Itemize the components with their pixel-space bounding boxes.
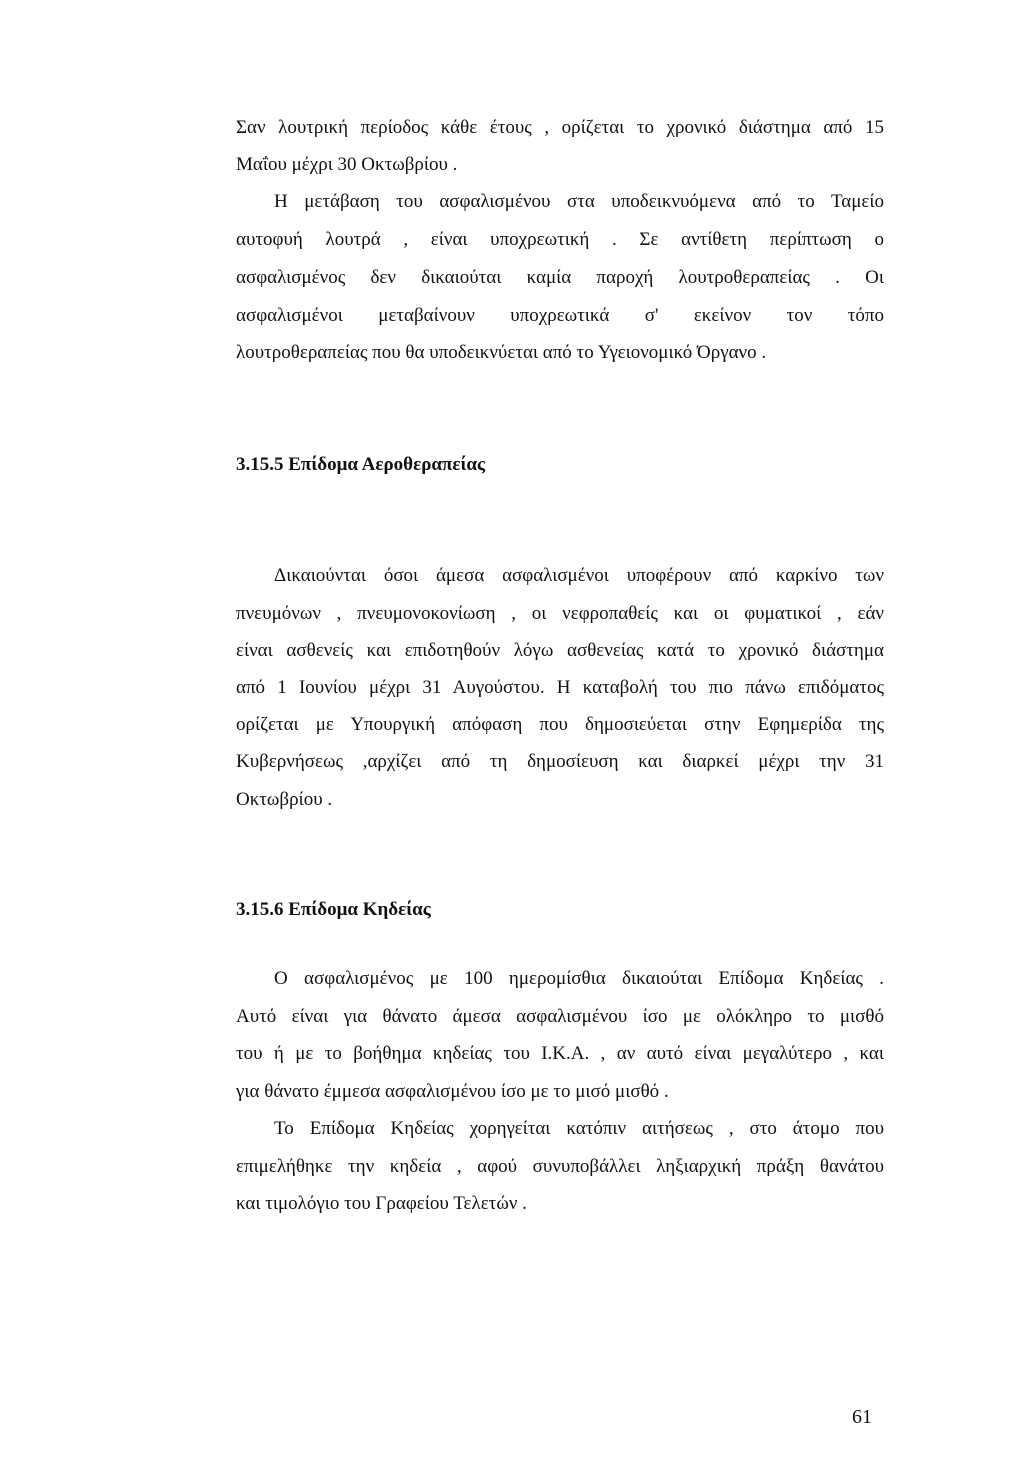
text-line: πνευμόνων , πνευμονοκονίωση , οι νεφροπαθείς και οι φυματικοί , εάν xyxy=(236,603,884,624)
text-line: Μαΐου μέχρι 30 Οκτωβρίου . xyxy=(236,154,458,175)
text-line: για θάνατο έμμεσα ασφαλισμένου ίσο με το μισό μισθό . xyxy=(236,1081,669,1102)
text-line: Κυβερνήσεως ,αρχίζει από τη δημοσίευση και διαρκεί μέχρι την 31 xyxy=(236,751,884,772)
text-line: αυτοφυή λουτρά , είναι υποχρεωτική . Σε αντίθετη περίπτωση ο xyxy=(236,229,884,250)
text-line: του ή με το βοήθημα κηδείας του Ι.Κ.Α. , αν αυτό είναι μεγαλύτερο , και xyxy=(236,1043,884,1064)
text-line: ασφαλισμένος δεν δικαιούται καμία παροχή λουτροθεραπείας . Οι xyxy=(236,267,884,288)
text-line: Αυτό είναι για θάνατο άμεσα ασφαλισμένου ίσο με ολόκληρο το μισθό xyxy=(236,1006,884,1027)
text-line: και τιμολόγιο του Γραφείου Τελετών . xyxy=(236,1193,527,1214)
text-line: ασφαλισμένοι μεταβαίνουν υποχρεωτικά σ' εκείνον τον τόπο xyxy=(236,305,884,326)
text-line: είναι ασθενείς και επιδοτηθούν λόγω ασθενείας κατά το χρονικό διάστημα xyxy=(236,640,884,661)
text-line: από 1 Ιουνίου μέχρι 31 Αυγούστου. Η καταβολή του πιο πάνω επιδόματος xyxy=(236,677,884,698)
text-line: Το Επίδομα Κηδείας χορηγείται κατόπιν αιτήσεως , στο άτομο που xyxy=(274,1118,884,1139)
text-line: Ο ασφαλισμένος με 100 ημερομίσθια δικαιούται Επίδομα Κηδείας . xyxy=(274,968,884,989)
section-heading-3-15-6: 3.15.6 Επίδομα Κηδείας xyxy=(236,899,431,920)
text-line: ορίζεται με Υπουργική απόφαση που δημοσιεύεται στην Εφημερίδα της xyxy=(236,714,884,735)
text-line: επιμελήθηκε την κηδεία , αφού συνυποβάλλει ληξιαρχική πράξη θανάτου xyxy=(236,1156,884,1177)
text-line: Οκτωβρίου . xyxy=(236,789,333,810)
page-number: 61 xyxy=(852,1406,872,1428)
text-line: Δικαιούνται όσοι άμεσα ασφαλισμένοι υποφέρουν από καρκίνο των xyxy=(274,565,884,586)
text-line: Η μετάβαση του ασφαλισμένου στα υποδεικνυόμενα από το Ταμείο xyxy=(274,191,884,212)
section-heading-3-15-5: 3.15.5 Επίδομα Αεροθεραπείας xyxy=(236,454,486,475)
text-line: Σαν λουτρική περίοδος κάθε έτους , ορίζεται το χρονικό διάστημα από 15 xyxy=(236,117,884,138)
text-line: λουτροθεραπείας που θα υποδεικνύεται από το Υγειονομικό Όργανο . xyxy=(236,342,767,363)
